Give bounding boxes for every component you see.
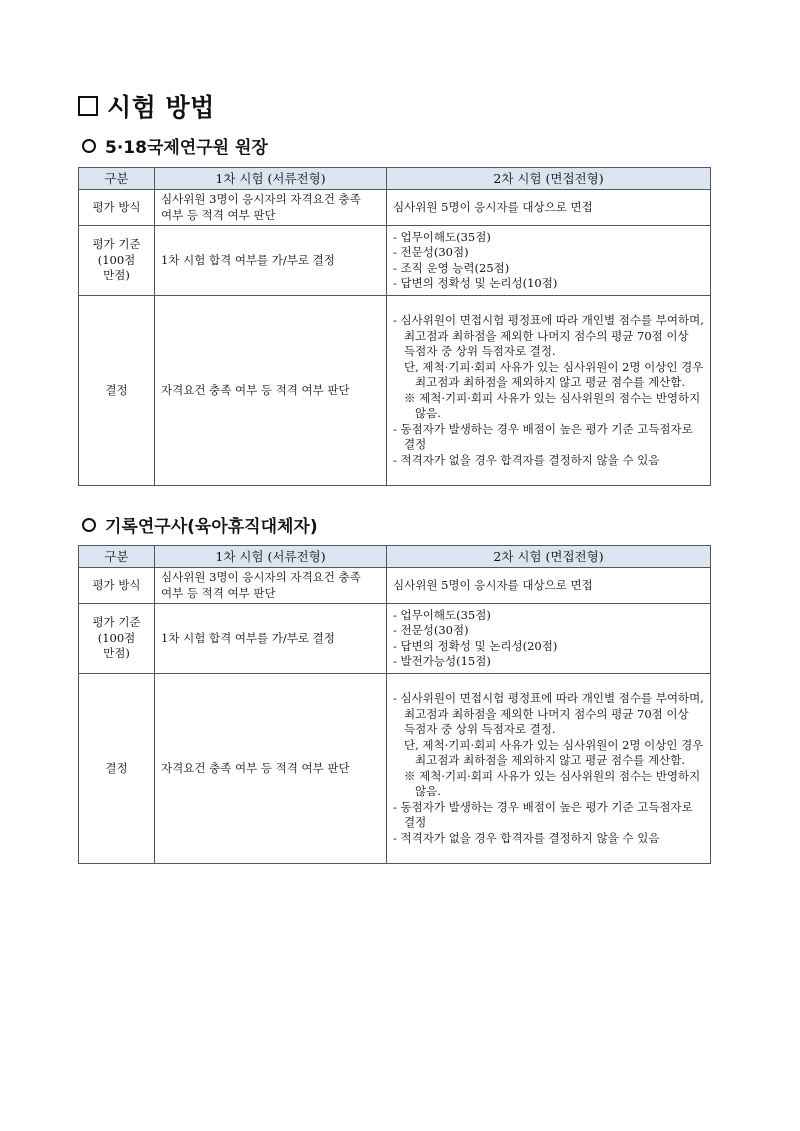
list-item: - 조직 운영 능력(25점) (393, 261, 704, 277)
item-note: ※ 제척·기피·회피 사유가 있는 심사위원의 점수는 반영하지 않음. (404, 390, 701, 420)
row-label: 결정 (79, 296, 155, 486)
list-item (393, 691, 704, 800)
list-item: - 동점자가 발생하는 경우 배점이 높은 평가 기준 고득점자로 결정 (393, 422, 704, 453)
cell-first-exam: 심사위원 3명이 응시자의 자격요건 충족 여부 등 적격 여부 판단 (155, 568, 387, 604)
page-title-text: 시험 방법 (107, 93, 215, 122)
list-item: - 답변의 정확성 및 논리성(10점) (393, 276, 704, 292)
list-item: - 전문성(30점) (393, 245, 704, 261)
cell-second-exam (387, 604, 711, 674)
header-category: 구분 (79, 546, 155, 568)
header-first-exam: 1차 시험 (서류전형) (155, 546, 387, 568)
item-text: 심사위원이 면접시험 평정표에 따라 개인별 점수를 부여하며, 최고점과 최하점을 제외한 나머지 점수의 평균 70점 이상 득점자 중 상위 득점자로 결정. (400, 691, 704, 736)
table-row-criteria (79, 604, 711, 674)
list-item: - 적격자가 없을 경우 합격자를 결정하지 않을 수 있음 (393, 831, 704, 847)
cell-first-exam: 자격요건 충족 여부 등 적격 여부 판단 (155, 674, 387, 864)
section-heading-text: 5·18국제연구원 원장 (105, 138, 268, 158)
row-label: 평가 방식 (79, 190, 155, 226)
row-label: 결정 (79, 674, 155, 864)
list-item: - 답변의 정확성 및 논리성(20점) (393, 639, 704, 655)
table-row-decision (79, 296, 711, 486)
decision-list (393, 691, 704, 846)
cell-first-exam: 자격요건 충족 여부 등 적격 여부 판단 (155, 296, 387, 486)
list-item: - 동점자가 발생하는 경우 배점이 높은 평가 기준 고득점자로 결정 (393, 800, 704, 831)
item-text: 심사위원이 면접시험 평정표에 따라 개인별 점수를 부여하며, 최고점과 최하점을 제외한 나머지 점수의 평균 70점 이상 득점자 중 상위 득점자로 결정. (400, 313, 704, 358)
criteria-list (393, 608, 704, 670)
table-row-method (79, 568, 711, 604)
list-item: - 업무이해도(35점) (393, 608, 704, 624)
header-category: 구분 (79, 168, 155, 190)
cell-first-exam: 1차 시험 합격 여부를 가/부로 결정 (155, 604, 387, 674)
section-heading-text: 기록연구사(육아휴직대체자) (105, 517, 318, 537)
decision-list (393, 313, 704, 468)
list-item: - 적격자가 없을 경우 합격자를 결정하지 않을 수 있음 (393, 453, 704, 469)
checkbox-square-icon (78, 96, 98, 116)
table-header-row (79, 546, 711, 568)
cell-first-exam: 심사위원 3명이 응시자의 자격요건 충족 여부 등 적격 여부 판단 (155, 190, 387, 226)
header-second-exam: 2차 시험 (면접전형) (387, 546, 711, 568)
table-row-decision (79, 674, 711, 864)
cell-second-exam: 심사위원 5명이 응시자를 대상으로 면접 (387, 190, 711, 226)
item-note: ※ 제척·기피·회피 사유가 있는 심사위원의 점수는 반영하지 않음. (404, 768, 701, 798)
cell-second-exam: 심사위원 5명이 응시자를 대상으로 면접 (387, 568, 711, 604)
page-title (78, 88, 215, 124)
criteria-list (393, 230, 704, 292)
exam-table-1 (78, 167, 711, 486)
row-label: 평가 기준 (100점 만점) (79, 604, 155, 674)
table-row-criteria (79, 226, 711, 296)
list-item: - 업무이해도(35점) (393, 230, 704, 246)
section-heading-2 (82, 512, 318, 537)
list-item (393, 313, 704, 422)
circle-bullet-icon (82, 518, 96, 532)
cell-second-exam (387, 296, 711, 486)
cell-second-exam (387, 674, 711, 864)
item-subtext: 단, 제척·기피·회피 사유가 있는 심사위원이 2명 이상인 경우 최고점과 최하점을 제외하지 않고 평균 점수를 계산함. (404, 359, 704, 389)
cell-second-exam (387, 226, 711, 296)
header-first-exam: 1차 시험 (서류전형) (155, 168, 387, 190)
list-item: - 발전가능성(15점) (393, 654, 704, 670)
table-header-row (79, 168, 711, 190)
item-subtext: 단, 제척·기피·회피 사유가 있는 심사위원이 2명 이상인 경우 최고점과 최하점을 제외하지 않고 평균 점수를 계산함. (404, 737, 704, 767)
row-label: 평가 기준 (100점 만점) (79, 226, 155, 296)
cell-first-exam: 1차 시험 합격 여부를 가/부로 결정 (155, 226, 387, 296)
circle-bullet-icon (82, 139, 96, 153)
row-label: 평가 방식 (79, 568, 155, 604)
header-second-exam: 2차 시험 (면접전형) (387, 168, 711, 190)
table-row-method (79, 190, 711, 226)
section-heading-1 (82, 133, 268, 158)
exam-table-2 (78, 545, 711, 864)
list-item: - 전문성(30점) (393, 623, 704, 639)
